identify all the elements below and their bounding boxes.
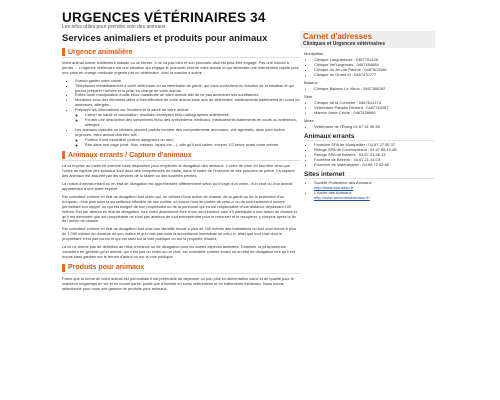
location-label: Sète [304, 94, 313, 99]
list-item [75, 128, 300, 148]
list-item [314, 180, 435, 190]
list-item: • Fourrière de Bézeirs : 04.67.11.14.03 [314, 157, 435, 162]
errants-heading: Animaux errants [304, 133, 435, 141]
list-item: • Refuge SPA de Cournonterral : 04.67.85.12.65 [314, 147, 435, 152]
list-item: • Surtout garder votre calme. [75, 79, 300, 84]
section-title: Urgence animalière [68, 48, 133, 56]
paragraph: La notion d'animal errant ou en état de divagation est appréhendée différemment selon qu'il s'agit d'un chien, d'un chat ou d'un animal appartenant à une autre espèce. [62, 181, 293, 192]
sidebar-header [300, 31, 435, 48]
paragraph: La loi impose au maire de prendre toute disposition pour empêcher la divagation des animaux. L'ordre de mise en fourrière ainsi que l'ordre de capture des animaux sont donc des compétences du maire, dans le cadre de l'exercice de ses pouvoirs de police. La capture des animaux est assurée par les services de la Mairie ou des sociétés privées. [62, 163, 295, 179]
paragraph: Est considéré comme en état de divagation tout chien qui, en dehors d'une action de chasse, de la garde ou de la protection d'un troupeau, n'est plus sous la surveillance effective de son maître, se trouve hors de portée de celui-ci ou de tout instrument sonore permettant son rappel, ou qui est éloigné de son propriétaire ou de la personne qui en est responsable d'une distance dépassant 100 mètres. Est par ailleurs en état de divagation, tout chien abandonné livré à son seul instinct, sauf s'il participait à une action de chasse et qu'il est démontré que son propriétaire ne s'est pas abstenu de tout entreprendre pour le retrouver et le récupérer, y compris après la fin de l'action de chasse. [62, 193, 297, 224]
section-header-errants [62, 150, 300, 161]
sidebar [300, 31, 435, 202]
list-item: ◦ Carnet de santé et vaccination, résultats d'analyses et/ou radiographies antérieures. [85, 113, 300, 118]
list-item: • Vétérinaire de l'Étang 04 67 51 96 65 [314, 124, 435, 129]
list-item: • Clinique Balaruc Le Vieux : 0467188282 [314, 86, 435, 91]
arche-link[interactable]: http://www.archedesanimaux.fr/ [314, 195, 370, 200]
list-item: • Clinique du Jeu de Paume : 0467603166 [314, 67, 435, 72]
list-item: ◦ Porteur d'une muselière (chiens dangereux ou non) [85, 138, 300, 143]
location-label: Mèze [304, 118, 314, 123]
site-tagline: Les infos utiles pour prendre soin des animaux [62, 24, 166, 30]
list-item-text: Les animaux malades ou blessés peuvent parfois montrer des comportements anormaux, voir agressifs, alors pour toutes urgences, votre animal doit être soit : [75, 126, 285, 137]
fourriere-list [300, 142, 435, 167]
site-title: URGENCES VÉTÉRINAIRES 34 [62, 10, 266, 25]
site-name: L'Arche des Animaux [314, 190, 352, 195]
list-item: • Clinique Vet'Urgences : 0467454884 [314, 62, 435, 67]
paragraph: La loi ne donne pas de définition de l'état d'errance ou de divagation pour les autres espèces animales. Toutefois, la jurisprudence considère en général qu'un animal, qui n'est pas un chien ou un chat, est considéré comme errant ou en état de divagation lors qu'il est trouvé sans gardien sur le terrain d'autrui ou sur la voie publique. [62, 244, 295, 259]
location-label: Balaruc [304, 80, 318, 85]
clinic-list [300, 57, 435, 77]
spa-link[interactable]: http://www.spa.asso.fr [314, 185, 354, 190]
sidebar-subtitle: Cliniques et Urgences vétérinaires [303, 41, 385, 47]
list-item: • Munissez-vous des éléments utiles à l'identification de votre animal sans avis du vétérinaire, médicaments,traitements en cours ou antérieurs, allergies ... [75, 98, 300, 108]
list-item: • Fourrière SPA de Montpellier : 04.67.27.55.37 [314, 142, 435, 147]
section-header-urgence [62, 47, 300, 58]
clinic-list [300, 100, 435, 115]
clinic-list [300, 86, 435, 91]
location-label: Montpellier [304, 51, 324, 56]
list-item: • Fourrière de Vallerargues : 04.66.72.62.86 [314, 162, 435, 167]
sites-list [300, 180, 435, 200]
main-content [62, 33, 300, 295]
list-item [314, 190, 435, 200]
paragraph: Parce que la forme de votre animal est primordiale il est préférable de dépenser un peu plus en alimentation saine et de qualité pour le maintenir longtemps en vie et en bonne santé, plutôt que d'investir en soins vétérinaires et en traitements médicaux. Nous avons sélectionné pour vous une gamme de produits pour animaux. [62, 275, 294, 291]
urgence-steps-list [62, 79, 300, 148]
section-title: Produits pour animaux [68, 264, 145, 272]
list-item: • Évitez toute manipulation inutile et/ou maladroite de votre animal afin de ne pas accentuer ses souffrances. [75, 93, 300, 98]
list-item [75, 108, 300, 128]
list-item: • Clinique de la Corniche : 0467514174 [314, 100, 435, 105]
section-intro: Votre animal tombe subitement malade ou se blesse. Il ne va pas bien et son pronostic vital est peut-être engagé. Pas une minute à perdre ... L'urgence vétérinaire est une situation qui engage le pronostic vital de votre animal et qui nécessite une intervention rapide pour une prise en charge médicale urgente par un vétérinaire. Voici la marche à suivre : [62, 60, 299, 75]
list-item: • Téléphonez immédiatement à votre vétérinaire ou au vétérinaire de garde, qui vous conseillera en fonction de la situation et qui pourra préparer l'arrivée et la prise en charge de votre animal. [75, 84, 300, 94]
site-name: Société Protectrice des Animaux [314, 180, 372, 185]
list-item-text: Préparez les informations sur l'incident et la santé de votre animal : [75, 107, 191, 113]
section-header-produits [62, 263, 300, 274]
sites-heading: Sites internet [304, 171, 435, 179]
paragraph: Est considéré comme en état de divagation tout chat non identifié trouvé à plus de 200 mètres des habitations ou tout chat trouvé à plus de 1 000 mètres du domicile de son maître et qui n'est pas sous la surveillance immédiate de celui-ci, ainsi que tout chat dont le propriétaire n'est pas connu et qui est saisi sur la voie publique ou sur la propriété d'autrui. [62, 226, 297, 242]
list-item: • Mamon Anne-Cécile : 0467438666 [314, 110, 435, 115]
section-marker [62, 48, 65, 56]
section-marker [62, 151, 65, 159]
sidebar-title: Carnet d'adresses [303, 32, 373, 41]
section-title: Animaux errants / Capture d'animaux [68, 151, 192, 159]
page-title: Services animaliers et produits pour animaux [62, 33, 268, 44]
section-marker [62, 264, 65, 272]
list-item: ◦ Être dans une cage (chat, Nac, oiseaux, lapins etc ...), afin qu'il soit calme, environ 1/2 heure avant notre arrivée. [85, 143, 300, 148]
clinic-list [300, 124, 435, 129]
list-item: ◦ Fournir une description des symptômes et/ou des antécédents médicaux, médicaments,traitements en cours ou antérieurs, allergies ... [85, 118, 300, 128]
list-item: • Clinique du Grand M : 0467470777 [314, 72, 435, 77]
list-item: • Clinique Languedocia : 0467751428 [314, 57, 435, 62]
sub-list [75, 113, 300, 128]
list-item: • Vétérinaire Paradis Richard : 0467744287 [314, 105, 435, 110]
list-item: • Refuge SPA de Bézeirs : 04.67.31.36.13 [314, 152, 435, 157]
sub-list [75, 138, 300, 148]
